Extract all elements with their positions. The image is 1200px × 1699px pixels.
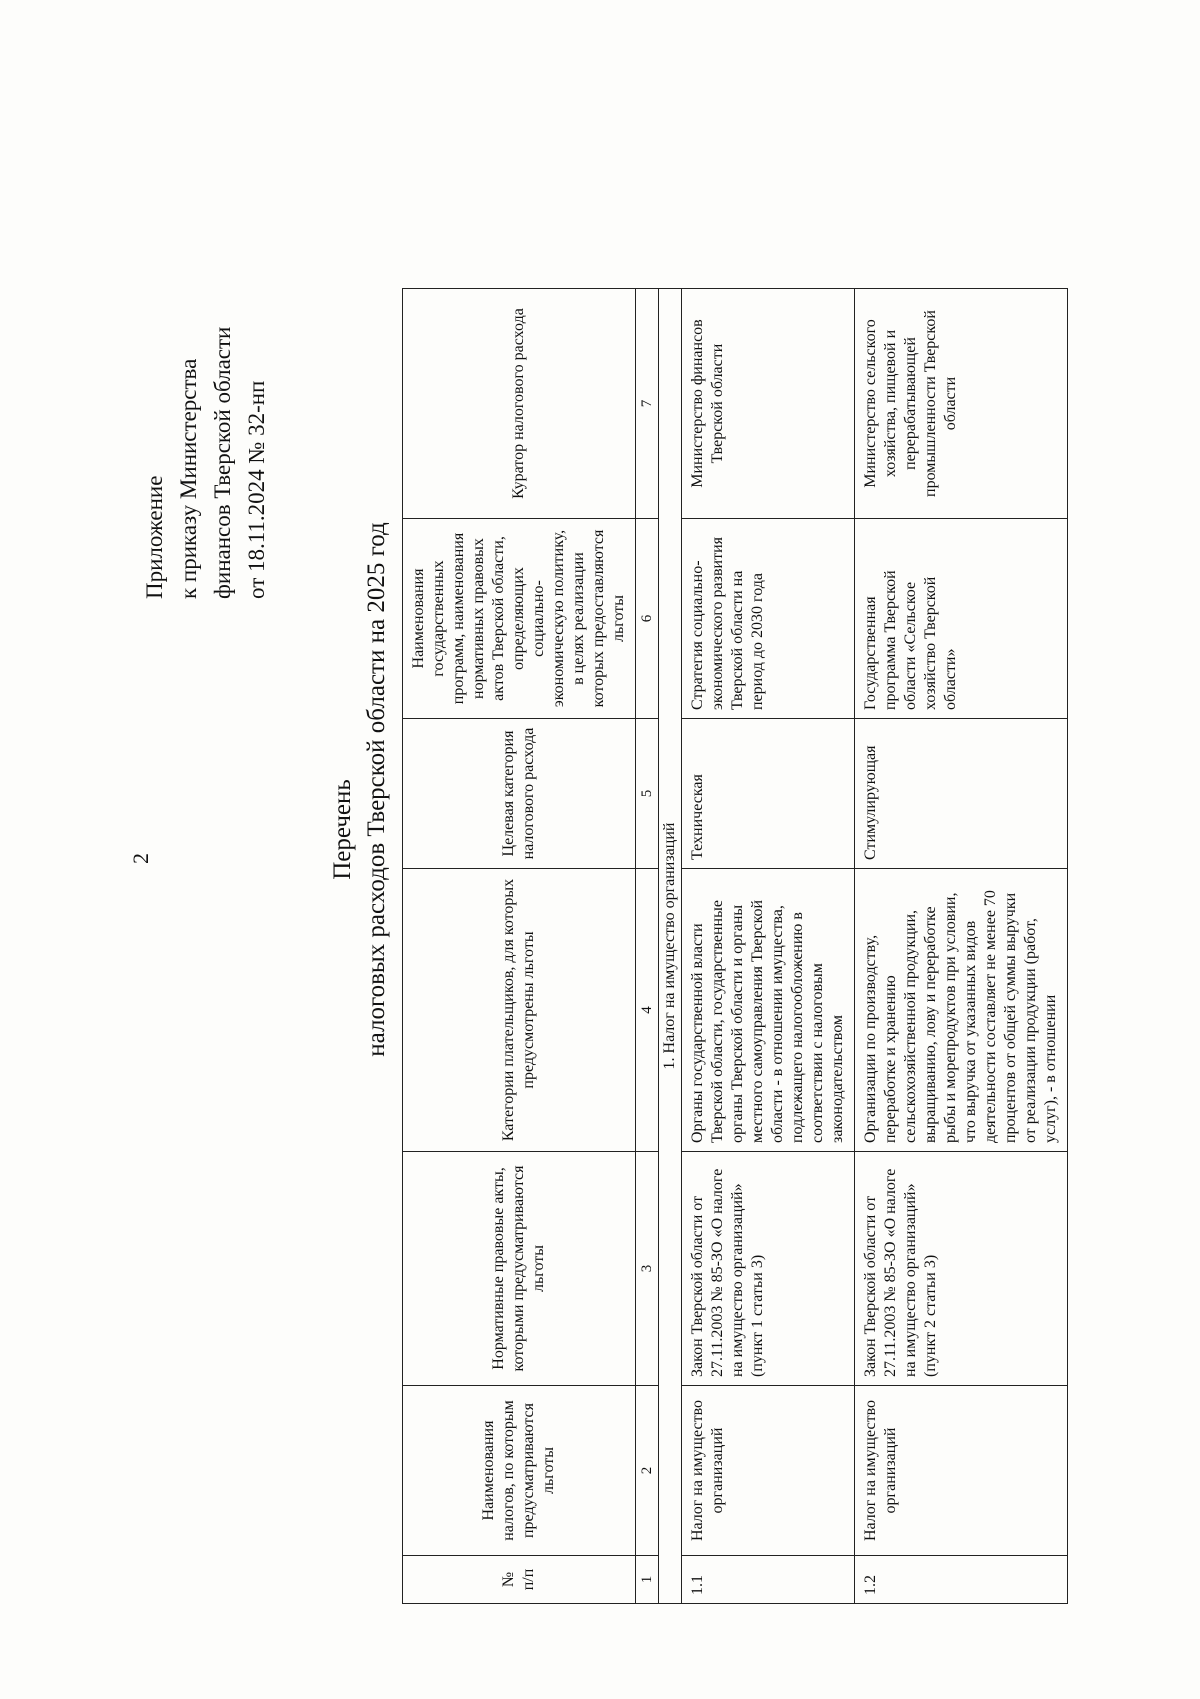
- column-header: Категории плательщиков, для которых предусмотрены льготы: [403, 869, 636, 1152]
- table-header-row: [403, 289, 636, 1604]
- section-row: [659, 289, 682, 1604]
- document-title: Перечень: [329, 779, 356, 880]
- page-number: 2: [128, 853, 153, 864]
- program-cell: Государственная программа Тверской области «Сельское хозяйство Тверской области»: [855, 519, 1068, 719]
- payers-cell: Органы государственной власти Тверской области, государственные органы Тверской области и органы местного самоуправления Тверской области - в отношении имущества, подлежащего налогообложению в соответствии с налоговым законодательством: [682, 869, 855, 1152]
- section-title: 1. Налог на имущество организаций: [659, 289, 682, 1604]
- category-cell: Стимулирующая: [855, 719, 1068, 869]
- legal-act-cell: Закон Тверской области от 27.11.2003 № 85-ЗО «О налоге на имущество организаций» (пункт 1 статьи 3): [682, 1152, 855, 1386]
- tax-name-cell: Налог на имущество организаций: [682, 1386, 855, 1556]
- appendix-line: финансов Тверской области: [210, 326, 235, 599]
- curator-cell: Министерство сельского хозяйства, пищевой и перерабатывающей промышленности Тверской области: [855, 289, 1068, 519]
- row-number: 1.1: [682, 1556, 855, 1604]
- appendix-line: Приложение: [142, 475, 167, 599]
- column-number: 2: [636, 1386, 659, 1556]
- row-number: 1.2: [855, 1556, 1068, 1604]
- column-header: Наименования государственных программ, наименования нормативных правовых актов Тверской области, определяющих социально-экономическую политику, в целях реализации которых предоставляются льготы: [403, 519, 636, 719]
- column-number: 6: [636, 519, 659, 719]
- category-cell: Техническая: [682, 719, 855, 869]
- column-number: 5: [636, 719, 659, 869]
- curator-cell: Министерство финансов Тверской области: [682, 289, 855, 519]
- column-header: Нормативные правовые акты, которыми предусматриваются льготы: [403, 1152, 636, 1386]
- document-subtitle: налоговых расходов Тверской области на 2025 год: [363, 522, 390, 1057]
- tax-name-cell: Налог на имущество организаций: [855, 1386, 1068, 1556]
- table-row: [855, 289, 1068, 1604]
- column-header: Наименования налогов, по которым предусматриваются льготы: [403, 1386, 636, 1556]
- column-header: Целевая категория налогового расхода: [403, 719, 636, 869]
- column-header: № п/п: [403, 1556, 636, 1604]
- payers-cell: Организации по производству, переработке и хранению сельскохозяйственной продукции, выращиванию, лову и переработке рыбы и морепродуктов при условии, что выручка от указанных видов деятельности составляет не менее 70 процентов от общей суммы выручки от реализации продукции (работ, услуг), - в отношении: [855, 869, 1068, 1152]
- table-row: [682, 289, 855, 1604]
- legal-act-cell: Закон Тверской области от 27.11.2003 № 85-ЗО «О налоге на имущество организаций» (пункт 2 статьи 3): [855, 1152, 1068, 1386]
- column-number: 1: [636, 1556, 659, 1604]
- column-number: 3: [636, 1152, 659, 1386]
- appendix-block: [138, 327, 274, 599]
- column-number: 4: [636, 869, 659, 1152]
- tax-expenditures-table: [402, 288, 1068, 1604]
- program-cell: Стратегия социально-экономического развития Тверской области на период до 2030 года: [682, 519, 855, 719]
- appendix-line: к приказу Министерства: [176, 358, 201, 599]
- column-number-row: [636, 289, 659, 1604]
- column-number: 7: [636, 289, 659, 519]
- column-header: Куратор налогового расхода: [403, 289, 636, 519]
- appendix-line: от 18.11.2024 № 32-нп: [244, 380, 269, 599]
